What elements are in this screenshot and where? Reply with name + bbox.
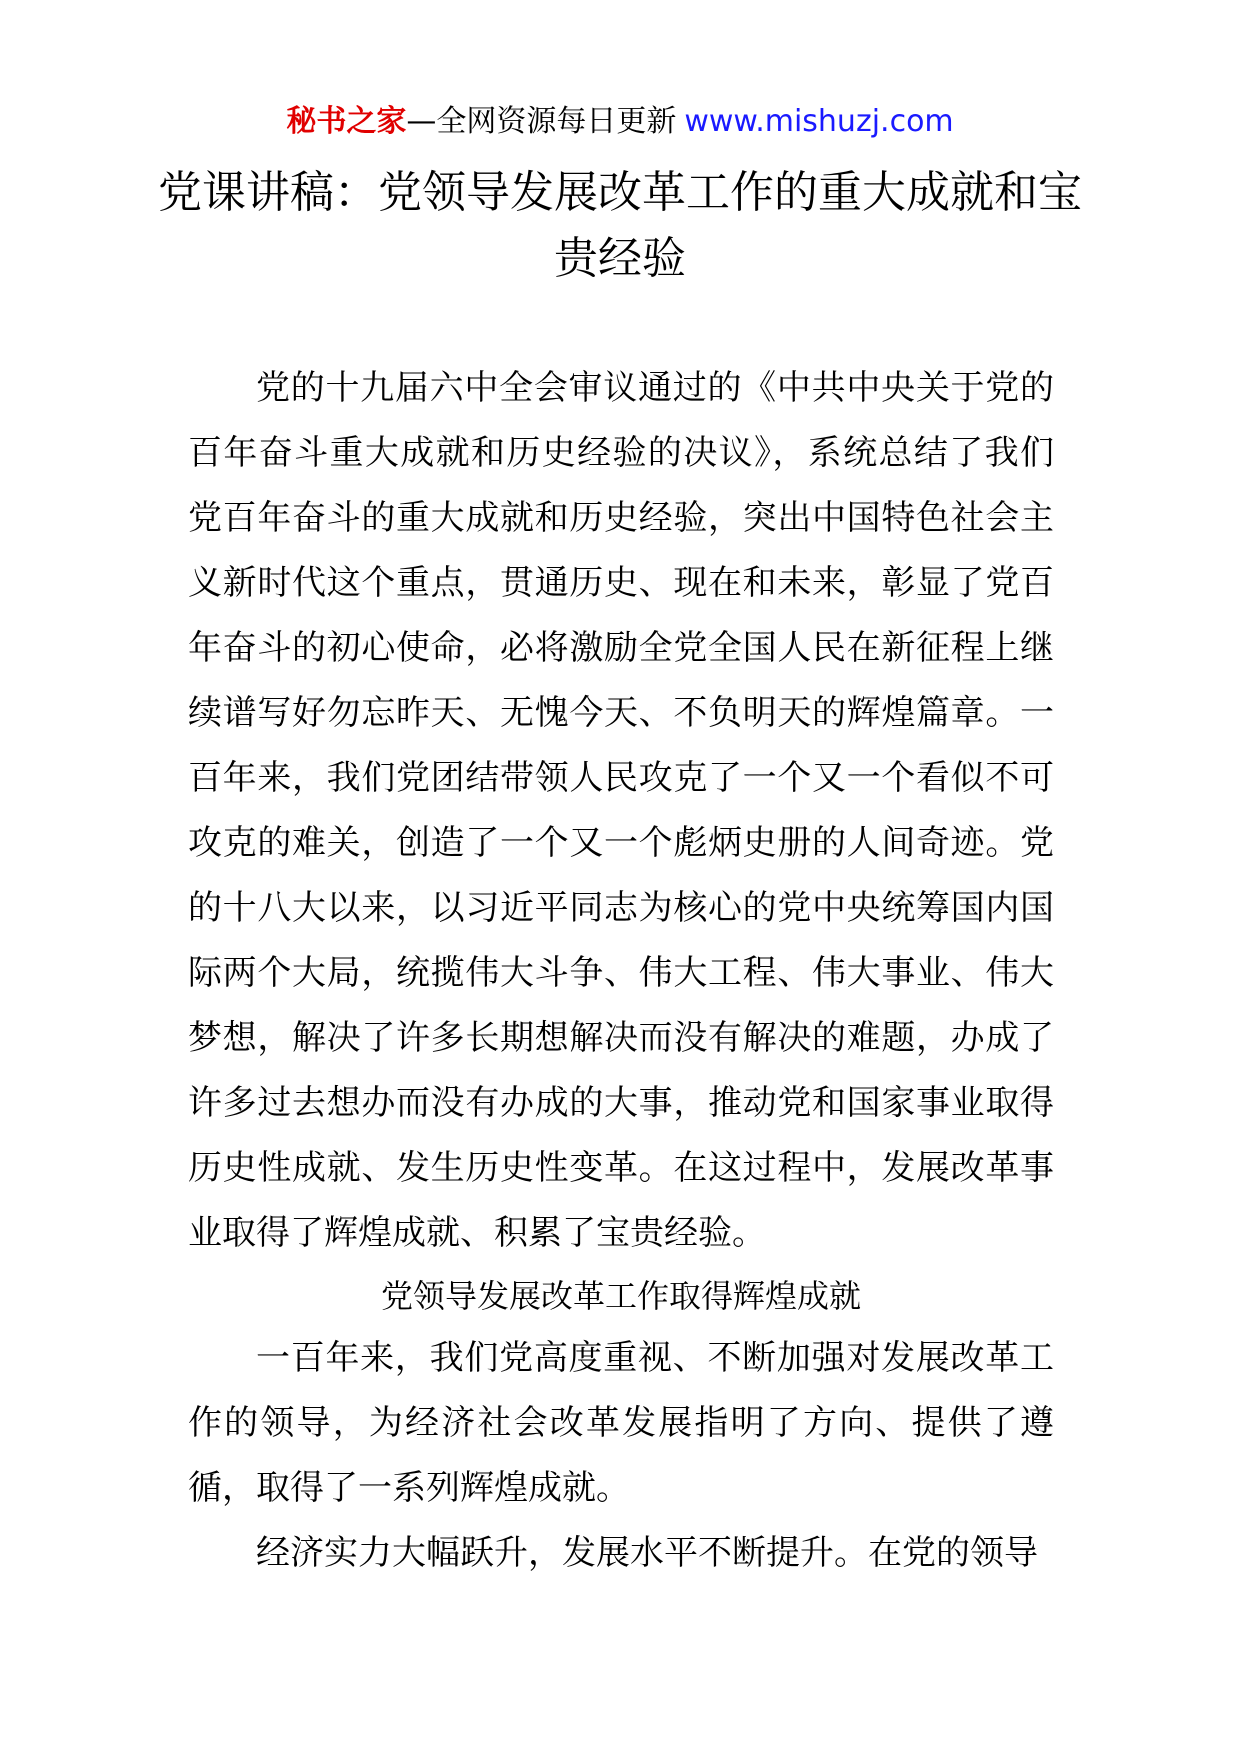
header-slogan: —全网资源每日更新 [406, 104, 677, 139]
document-title: 党课讲稿：党领导发展改革工作的重大成就和宝贵经验 [158, 167, 1082, 284]
section-paragraph: 一百年来，我们党高度重视、不断加强对发展改革工作的领导，为经济社会改革发展指明了方向、提供了遵循，取得了一系列辉煌成就。 [188, 1338, 1054, 1508]
section-paragraph: 经济实力大幅跃升，发展水平不断提升。在党的领导 [256, 1533, 1038, 1573]
site-url-link[interactable]: www.mishuzj.com [684, 104, 954, 139]
site-header [0, 100, 1240, 144]
brand-name: 秘书之家 [286, 104, 407, 139]
intro-paragraph: 党的十九届六中全会审议通过的《中共中央关于党的百年奋斗重大成就和历史经验的决议》，系统总结了我们党百年奋斗的重大成就和历史经验，突出中国特色社会主义新时代这个重点，贯通历史、现在和未来，彰显了党百年奋斗的初心使命，必将激励全党全国人民在新征程上继续谱写好勿忘昨天、无愧今天、不负明天的辉煌篇章。一百年来，我们党团结带领人民攻克了一个又一个看似不可攻克的难关，创造了一个又一个彪炳史册的人间奇迹。党的十八大以来，以习近平同志为核心的党中央统筹国内国际两个大局，统揽伟大斗争、伟大工程、伟大事业、伟大梦想，解决了许多长期想解决而没有解决的难题，办成了许多过去想办而没有办成的大事，推动党和国家事业取得历史性成就、发生历史性变革。在这过程中，发展改革事业取得了辉煌成就、积累了宝贵经验。 [188, 368, 1054, 1253]
document-body [188, 356, 1054, 1586]
section-heading: 党领导发展改革工作取得辉煌成就 [380, 1277, 861, 1315]
